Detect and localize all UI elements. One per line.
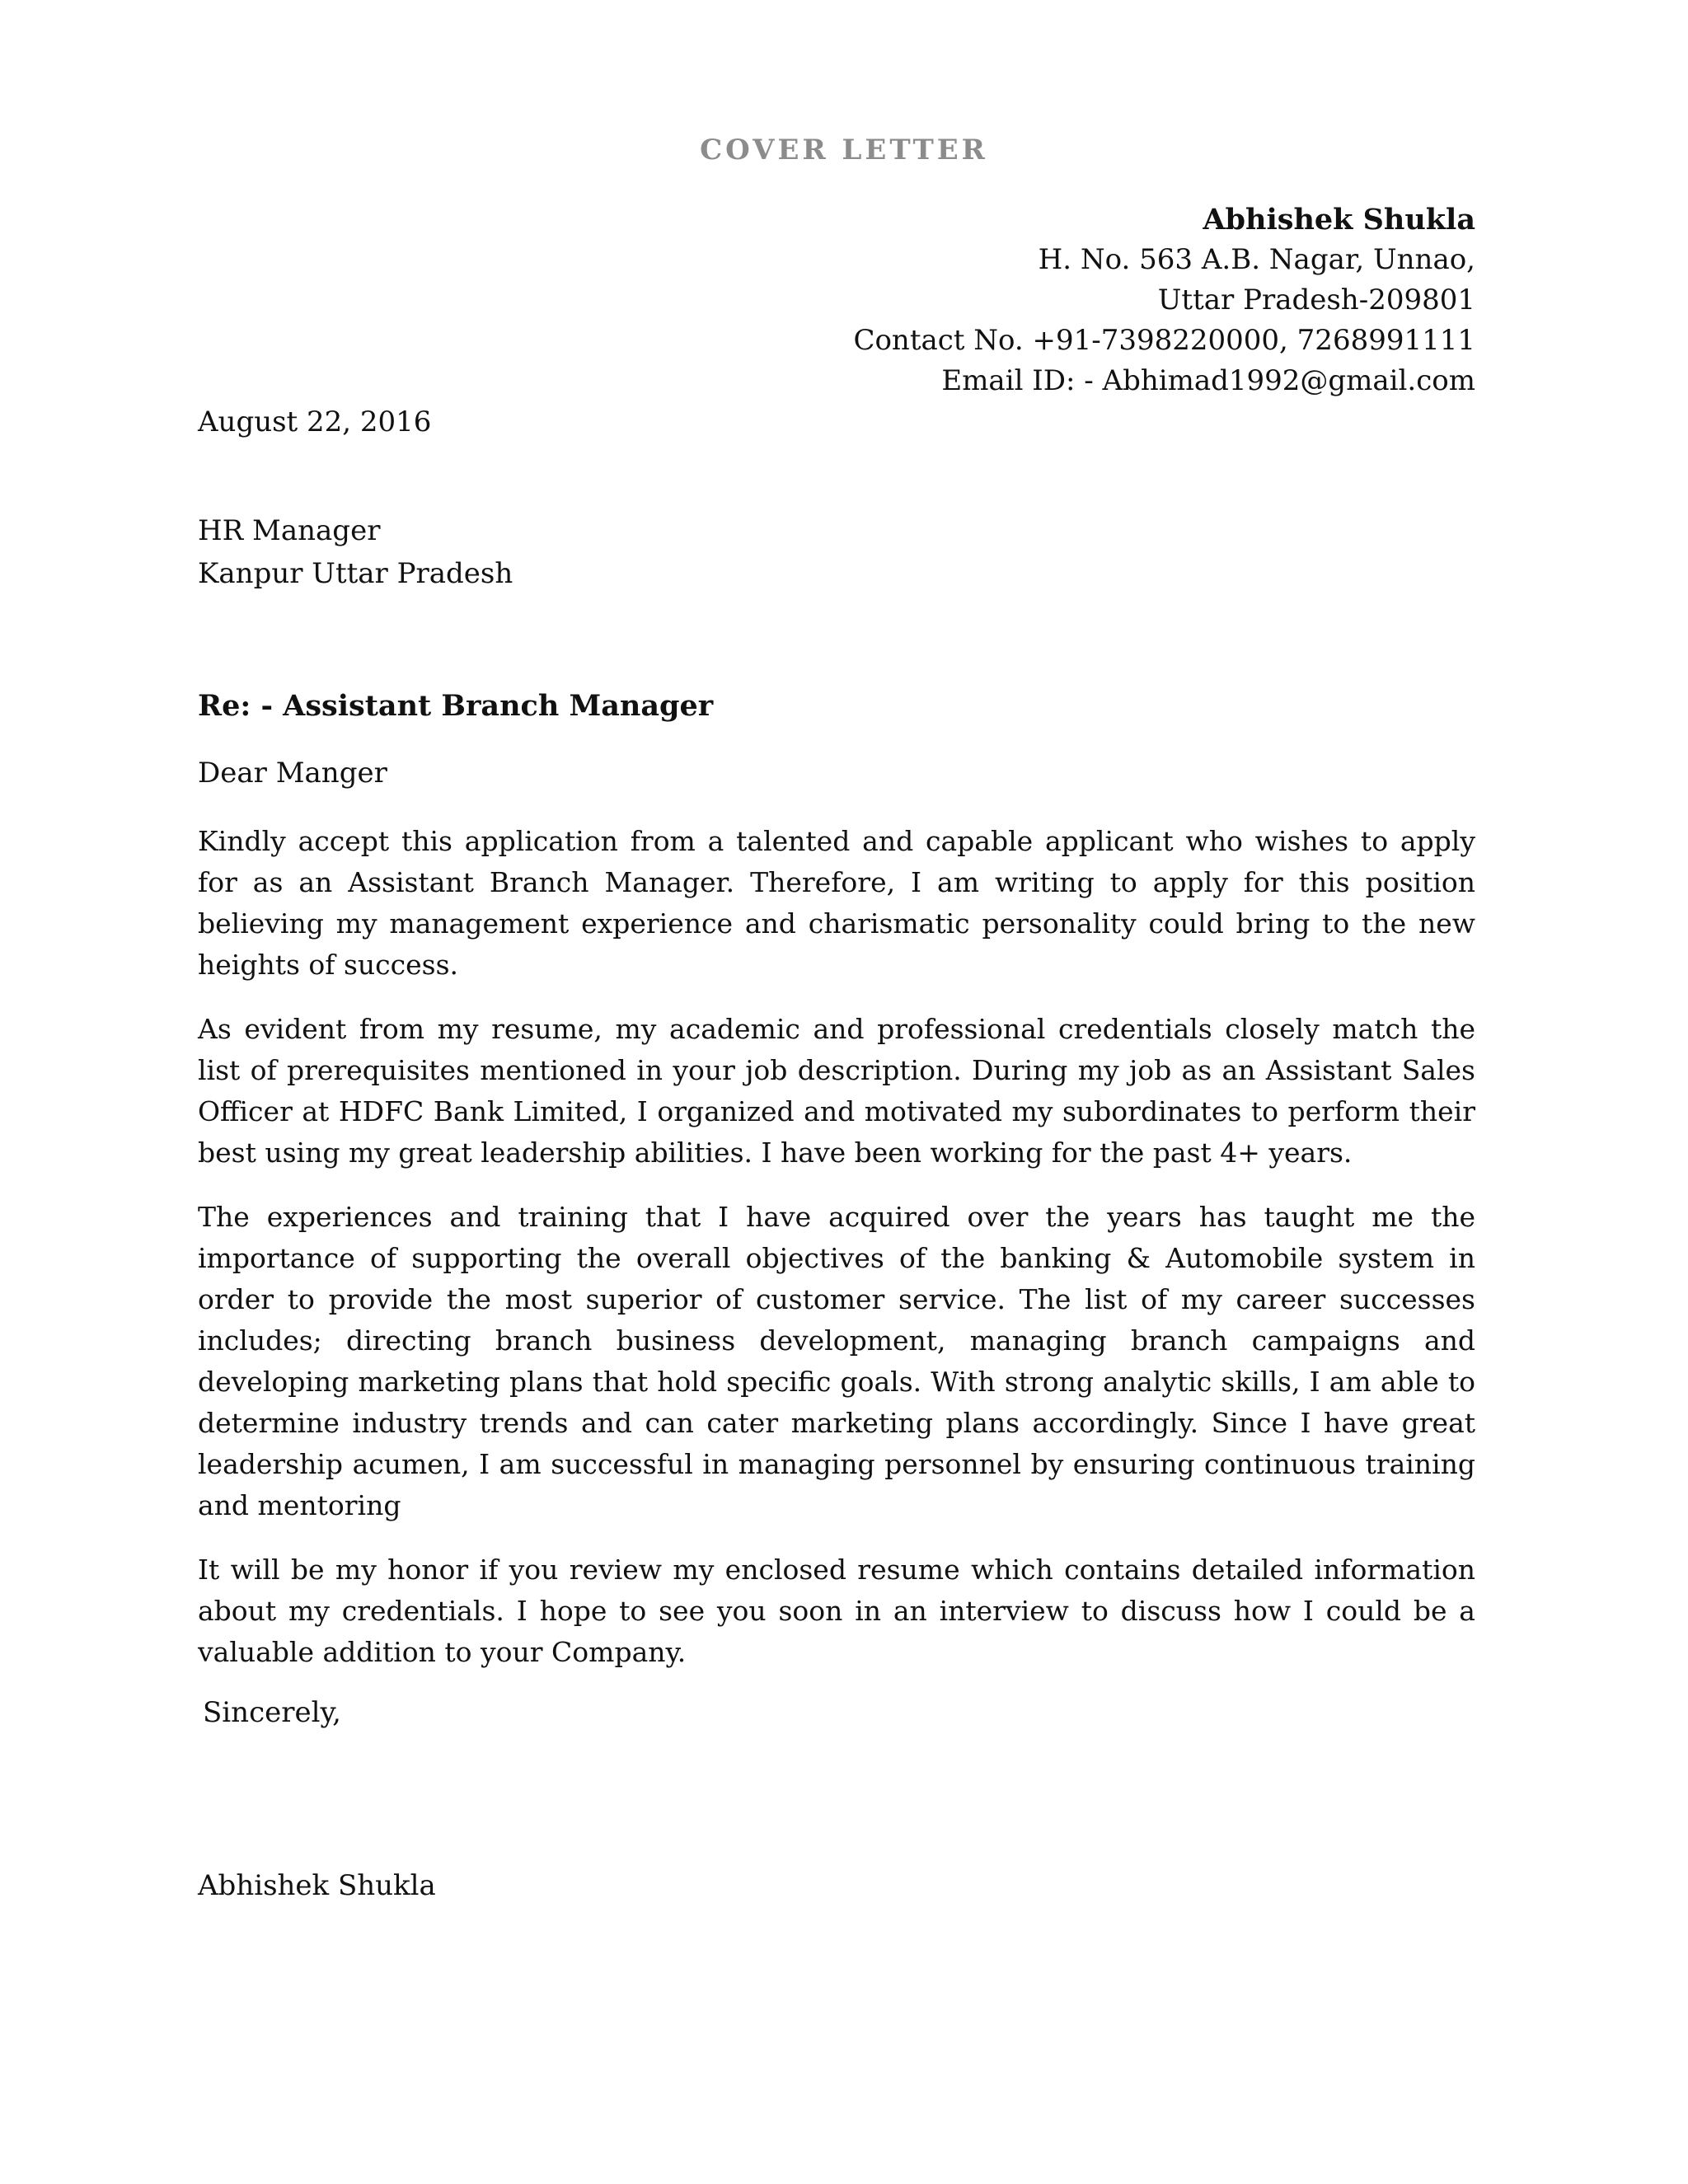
recipient-block bbox=[198, 509, 513, 595]
sender-email: Email ID: - Abhimad1992@gmail.com bbox=[941, 364, 1475, 397]
signature-name: Abhishek Shukla bbox=[198, 1869, 436, 1902]
sender-contact: Contact No. +91-7398220000, 7268991111 bbox=[853, 324, 1475, 357]
sender-address-line2: Uttar Pradesh-209801 bbox=[1157, 284, 1475, 316]
salutation: Dear Manger bbox=[198, 757, 387, 790]
closing: Sincerely, bbox=[203, 1696, 341, 1729]
sender-address-line1: H. No. 563 A.B. Nagar, Unnao, bbox=[1038, 243, 1475, 276]
sender-name: Abhishek Shukla bbox=[1203, 203, 1475, 237]
body-paragraph-1: Kindly accept this application from a talented and capable applicant who wishes to apply for as an Assistant Branch Manager. Therefore, I am writing to apply for this position believing my management experience and charismatic personality could bring to the new heights of success. bbox=[198, 825, 1475, 981]
document-title: COVER LETTER bbox=[700, 134, 988, 166]
letter-body bbox=[198, 821, 1475, 1696]
sender-block bbox=[853, 199, 1475, 401]
body-paragraph-2: As evident from my resume, my academic and professional credentials closely match the list of prerequisites mentioned in your job description. During my job as an Assistant Sales Officer at HDFC Bank Limited, I organized and motivated my subordinates to perform their best using my great leadership abilities. I have been working for the past 4+ years. bbox=[198, 1013, 1475, 1169]
letter-date: August 22, 2016 bbox=[198, 405, 432, 438]
subject-line: Re: - Assistant Branch Manager bbox=[198, 689, 714, 723]
body-paragraph-4: It will be my honor if you review my enclosed resume which contains detailed information about my credentials. I hope to see you soon in an interview to discuss how I could be a valuable addition to your Company. bbox=[198, 1554, 1475, 1668]
recipient-title: HR Manager bbox=[198, 514, 381, 547]
body-paragraph-3: The experiences and training that I have acquired over the years has taught me the importance of supporting the overall objectives of the banking & Automobile system in order to provide the most superior of customer service. The list of my career successes includes; directing branch business development, managing branch campaigns and developing marketing plans that hold specific goals. With strong analytic skills, I am able to determine industry trends and can cater marketing plans accordingly. Since I have great leadership acumen, I am successful in managing personnel by ensuring continuous training and mentoring bbox=[198, 1201, 1475, 1521]
recipient-location: Kanpur Uttar Pradesh bbox=[198, 557, 513, 590]
